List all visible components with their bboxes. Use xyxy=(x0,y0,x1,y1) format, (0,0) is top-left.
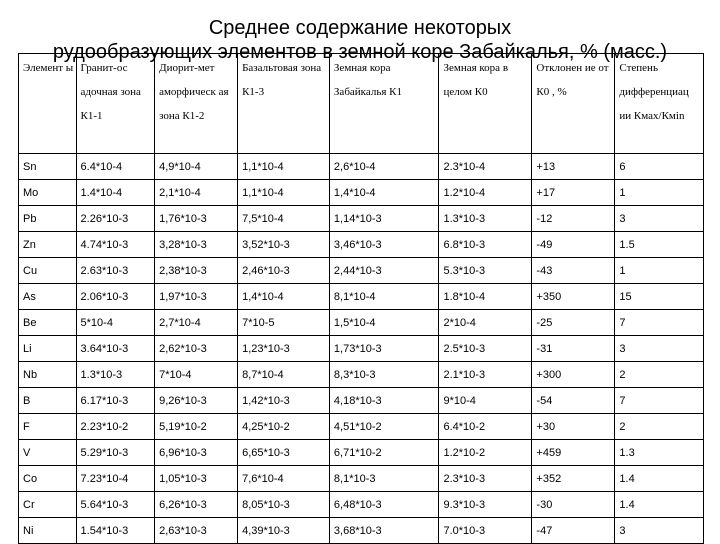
cell-granite-zone: 1.3*10-3 xyxy=(76,362,155,388)
cell-crust-overall: 1.3*10-3 xyxy=(439,206,532,232)
table-row xyxy=(19,336,704,362)
cell-transbaikal-crust: 1,5*10-4 xyxy=(329,310,439,336)
cell-basalt-zone: 1,23*10-3 xyxy=(238,336,330,362)
cell-diorite-zone: 6,96*10-3 xyxy=(155,440,238,466)
cell-deviation: +13 xyxy=(532,154,615,180)
cell-transbaikal-crust: 6,48*10-3 xyxy=(329,492,439,518)
cell-diorite-zone: 2,1*10-4 xyxy=(155,180,238,206)
table-row xyxy=(19,414,704,440)
cell-deviation: +300 xyxy=(532,362,615,388)
element-content-table xyxy=(18,53,704,544)
cell-deviation: +459 xyxy=(532,440,615,466)
cell-diorite-zone: 9,26*10-3 xyxy=(155,388,238,414)
table-row xyxy=(19,154,704,180)
cell-element: Sn xyxy=(19,154,77,180)
cell-granite-zone: 1.4*10-4 xyxy=(76,180,155,206)
cell-basalt-zone: 4,25*10-2 xyxy=(238,414,330,440)
cell-crust-overall: 6.8*10-3 xyxy=(439,232,532,258)
cell-differentiation: 7 xyxy=(615,310,704,336)
cell-transbaikal-crust: 1,14*10-3 xyxy=(329,206,439,232)
table-row xyxy=(19,232,704,258)
cell-crust-overall: 7.0*10-3 xyxy=(439,518,532,544)
cell-deviation: +352 xyxy=(532,466,615,492)
cell-differentiation: 7 xyxy=(615,388,704,414)
cell-granite-zone: 3.64*10-3 xyxy=(76,336,155,362)
cell-diorite-zone: 6,26*10-3 xyxy=(155,492,238,518)
cell-deviation: -54 xyxy=(532,388,615,414)
cell-differentiation: 1.5 xyxy=(615,232,704,258)
cell-basalt-zone: 1,42*10-3 xyxy=(238,388,330,414)
cell-differentiation: 1.4 xyxy=(615,492,704,518)
cell-deviation: -49 xyxy=(532,232,615,258)
cell-crust-overall: 2.3*10-3 xyxy=(439,466,532,492)
cell-basalt-zone: 1,1*10-4 xyxy=(238,154,330,180)
cell-basalt-zone: 7,5*10-4 xyxy=(238,206,330,232)
header-deviation: Отклонен ие от К0 , % xyxy=(532,54,615,154)
cell-element: Cr xyxy=(19,492,77,518)
cell-crust-overall: 2.1*10-3 xyxy=(439,362,532,388)
table-body xyxy=(19,154,704,544)
cell-element: V xyxy=(19,440,77,466)
cell-deviation: -12 xyxy=(532,206,615,232)
cell-basalt-zone: 1,1*10-4 xyxy=(238,180,330,206)
table-row xyxy=(19,492,704,518)
cell-differentiation: 3 xyxy=(615,206,704,232)
cell-element: Ni xyxy=(19,518,77,544)
table-row xyxy=(19,362,704,388)
cell-basalt-zone: 1,4*10-4 xyxy=(238,284,330,310)
cell-granite-zone: 6.4*10-4 xyxy=(76,154,155,180)
header-basalt-zone: Базальтовая зона К1-3 xyxy=(238,54,330,154)
cell-deviation: -25 xyxy=(532,310,615,336)
slide-title-line-2: рудообразующих элементов в земной коре Забайкалья, % (масс.) xyxy=(52,41,668,63)
cell-diorite-zone: 2,63*10-3 xyxy=(155,518,238,544)
cell-differentiation: 1 xyxy=(615,180,704,206)
cell-element: Mo xyxy=(19,180,77,206)
cell-basalt-zone: 7*10-5 xyxy=(238,310,330,336)
cell-transbaikal-crust: 4,18*10-3 xyxy=(329,388,439,414)
cell-transbaikal-crust: 1,4*10-4 xyxy=(329,180,439,206)
cell-crust-overall: 1.2*10-4 xyxy=(439,180,532,206)
cell-diorite-zone: 2,7*10-4 xyxy=(155,310,238,336)
cell-transbaikal-crust: 8,1*10-4 xyxy=(329,284,439,310)
cell-differentiation: 3 xyxy=(615,518,704,544)
cell-crust-overall: 5.3*10-3 xyxy=(439,258,532,284)
table-row xyxy=(19,310,704,336)
cell-element: Co xyxy=(19,466,77,492)
header-element: Элемент ы xyxy=(19,54,77,154)
cell-crust-overall: 2.3*10-4 xyxy=(439,154,532,180)
table-row xyxy=(19,258,704,284)
cell-diorite-zone: 3,28*10-3 xyxy=(155,232,238,258)
cell-crust-overall: 9.3*10-3 xyxy=(439,492,532,518)
cell-differentiation: 1.4 xyxy=(615,466,704,492)
cell-granite-zone: 6.17*10-3 xyxy=(76,388,155,414)
cell-granite-zone: 5.29*10-3 xyxy=(76,440,155,466)
table-row xyxy=(19,206,704,232)
cell-differentiation: 15 xyxy=(615,284,704,310)
cell-granite-zone: 2.23*10-2 xyxy=(76,414,155,440)
cell-diorite-zone: 5,19*10-2 xyxy=(155,414,238,440)
cell-transbaikal-crust: 1,73*10-3 xyxy=(329,336,439,362)
cell-granite-zone: 2.26*10-3 xyxy=(76,206,155,232)
cell-crust-overall: 9*10-4 xyxy=(439,388,532,414)
cell-element: As xyxy=(19,284,77,310)
cell-diorite-zone: 7*10-4 xyxy=(155,362,238,388)
table-row xyxy=(19,284,704,310)
table-row xyxy=(19,466,704,492)
header-granite-sedimentary-zone: Гранит-ос адочная зона К1-1 xyxy=(76,54,155,154)
cell-diorite-zone: 4,9*10-4 xyxy=(155,154,238,180)
cell-transbaikal-crust: 6,71*10-2 xyxy=(329,440,439,466)
cell-transbaikal-crust: 3,46*10-3 xyxy=(329,232,439,258)
cell-granite-zone: 5.64*10-3 xyxy=(76,492,155,518)
header-differentiation-degree: Степень дифференциац ии Кмах/Кмin xyxy=(615,54,704,154)
cell-element: Cu xyxy=(19,258,77,284)
cell-differentiation: 2 xyxy=(615,414,704,440)
cell-transbaikal-crust: 2,44*10-3 xyxy=(329,258,439,284)
table-header-row xyxy=(19,54,704,154)
cell-granite-zone: 1.54*10-3 xyxy=(76,518,155,544)
cell-crust-overall: 1.8*10-4 xyxy=(439,284,532,310)
cell-basalt-zone: 2,46*10-3 xyxy=(238,258,330,284)
cell-deviation: +350 xyxy=(532,284,615,310)
slide-title-line-1: Среднее содержание некоторых xyxy=(208,17,512,39)
cell-deviation: +30 xyxy=(532,414,615,440)
cell-element: F xyxy=(19,414,77,440)
cell-diorite-zone: 1,05*10-3 xyxy=(155,466,238,492)
cell-granite-zone: 4.74*10-3 xyxy=(76,232,155,258)
cell-diorite-zone: 1,76*10-3 xyxy=(155,206,238,232)
cell-crust-overall: 2.5*10-3 xyxy=(439,336,532,362)
cell-deviation: +17 xyxy=(532,180,615,206)
cell-deviation: -47 xyxy=(532,518,615,544)
header-diorite-metamorphic-zone: Диорит-мет аморфическ ая зона К1-2 xyxy=(155,54,238,154)
cell-basalt-zone: 7,6*10-4 xyxy=(238,466,330,492)
header-crust-overall: Земная кора в целом К0 xyxy=(439,54,532,154)
cell-diorite-zone: 2,38*10-3 xyxy=(155,258,238,284)
cell-deviation: -43 xyxy=(532,258,615,284)
table-row xyxy=(19,440,704,466)
cell-element: Li xyxy=(19,336,77,362)
cell-crust-overall: 1.2*10-2 xyxy=(439,440,532,466)
cell-differentiation: 3 xyxy=(615,336,704,362)
cell-granite-zone: 7.23*10-4 xyxy=(76,466,155,492)
cell-deviation: -31 xyxy=(532,336,615,362)
cell-granite-zone: 2.63*10-3 xyxy=(76,258,155,284)
cell-differentiation: 2 xyxy=(615,362,704,388)
cell-element: Nb xyxy=(19,362,77,388)
cell-diorite-zone: 1,97*10-3 xyxy=(155,284,238,310)
cell-basalt-zone: 4,39*10-3 xyxy=(238,518,330,544)
cell-element: Pb xyxy=(19,206,77,232)
cell-diorite-zone: 2,62*10-3 xyxy=(155,336,238,362)
cell-element: B xyxy=(19,388,77,414)
cell-differentiation: 1.3 xyxy=(615,440,704,466)
cell-basalt-zone: 8,05*10-3 xyxy=(238,492,330,518)
cell-element: Zn xyxy=(19,232,77,258)
table-row xyxy=(19,388,704,414)
cell-crust-overall: 6.4*10-2 xyxy=(439,414,532,440)
cell-basalt-zone: 6,65*10-3 xyxy=(238,440,330,466)
cell-granite-zone: 5*10-4 xyxy=(76,310,155,336)
cell-differentiation: 6 xyxy=(615,154,704,180)
header-transbaikal-crust: Земная кора Забайкалья К1 xyxy=(329,54,439,154)
cell-basalt-zone: 3,52*10-3 xyxy=(238,232,330,258)
cell-transbaikal-crust: 2,6*10-4 xyxy=(329,154,439,180)
cell-differentiation: 1 xyxy=(615,258,704,284)
cell-deviation: -30 xyxy=(532,492,615,518)
cell-granite-zone: 2.06*10-3 xyxy=(76,284,155,310)
cell-transbaikal-crust: 3,68*10-3 xyxy=(329,518,439,544)
cell-transbaikal-crust: 4,51*10-2 xyxy=(329,414,439,440)
cell-basalt-zone: 8,7*10-4 xyxy=(238,362,330,388)
cell-transbaikal-crust: 8,3*10-3 xyxy=(329,362,439,388)
cell-crust-overall: 2*10-4 xyxy=(439,310,532,336)
table-row xyxy=(19,180,704,206)
cell-element: Be xyxy=(19,310,77,336)
cell-transbaikal-crust: 8,1*10-3 xyxy=(329,466,439,492)
